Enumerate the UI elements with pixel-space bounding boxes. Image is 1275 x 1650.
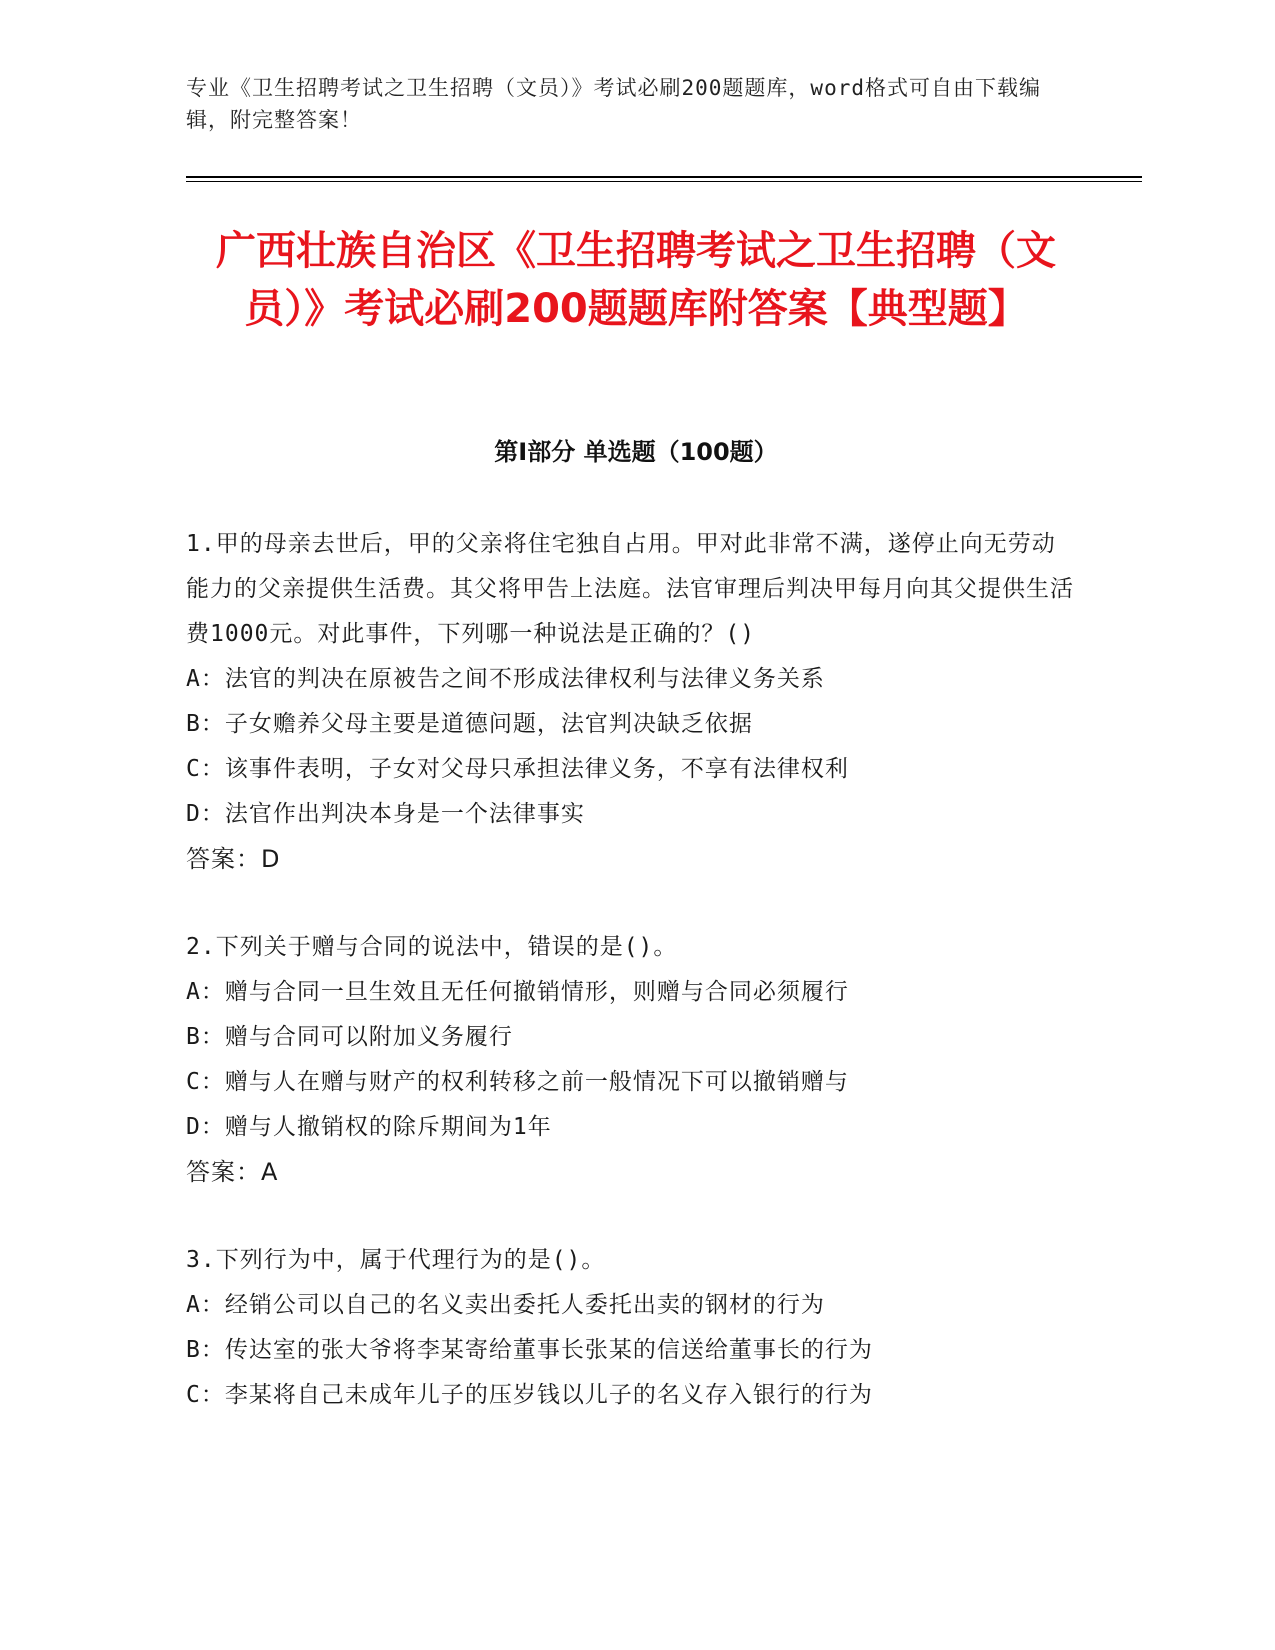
option-b: B：子女赡养父母主要是道德问题，法官判决缺乏依据 (186, 711, 753, 737)
question-stem: 3.下列行为中，属于代理行为的是()。 (186, 1247, 606, 1273)
option-b: B：赠与合同可以附加义务履行 (186, 1024, 513, 1050)
option-d: D：法官作出判决本身是一个法律事实 (186, 801, 585, 827)
option-d: D：赠与人撤销权的除斥期间为1年 (186, 1114, 552, 1140)
header-divider-thick (186, 176, 1142, 178)
option-a: A：经销公司以自己的名义卖出委托人委托出卖的钢材的行为 (186, 1292, 825, 1318)
question-1 (186, 522, 1076, 882)
option-a: A：法官的判决在原被告之间不形成法律权利与法律义务关系 (186, 666, 825, 692)
question-2 (186, 925, 1076, 1195)
option-c: C：赠与人在赠与财产的权利转移之前一般情况下可以撤销赠与 (186, 1069, 849, 1095)
answer: 答案：D (186, 845, 281, 873)
option-c: C：该事件表明，子女对父母只承担法律义务，不享有法律权利 (186, 756, 849, 782)
question-3 (186, 1238, 1076, 1418)
question-list (186, 522, 1076, 1461)
section-heading: 第I部分 单选题（100题） (494, 438, 778, 466)
answer: 答案：A (186, 1158, 279, 1186)
document-title: 广西壮族自治区《卫生招聘考试之卫生招聘（文员）》考试必刷200题题库附答案【典型题】 (216, 228, 1056, 332)
option-c: C：李某将自己未成年儿子的压岁钱以儿子的名义存入银行的行为 (186, 1382, 873, 1408)
option-b: B：传达室的张大爷将李某寄给董事长张某的信送给董事长的行为 (186, 1337, 873, 1363)
header-divider-thin (186, 181, 1142, 182)
option-a: A：赠与合同一旦生效且无任何撤销情形，则赠与合同必须履行 (186, 979, 849, 1005)
header-note: 专业《卫生招聘考试之卫生招聘（文员）》考试必刷200题题库，word格式可自由下载编辑，附完整答案！ (186, 76, 1041, 132)
question-stem: 2.下列关于赠与合同的说法中，错误的是()。 (186, 934, 678, 960)
question-stem: 1.甲的母亲去世后，甲的父亲将住宅独自占用。甲对此非常不满，遂停止向无劳动能力的父亲提供生活费。其父将甲告上法庭。法官审理后判决甲每月向其父提供生活费1000元。对此事件，下列哪一种说法是正确的？() (186, 531, 1074, 647)
